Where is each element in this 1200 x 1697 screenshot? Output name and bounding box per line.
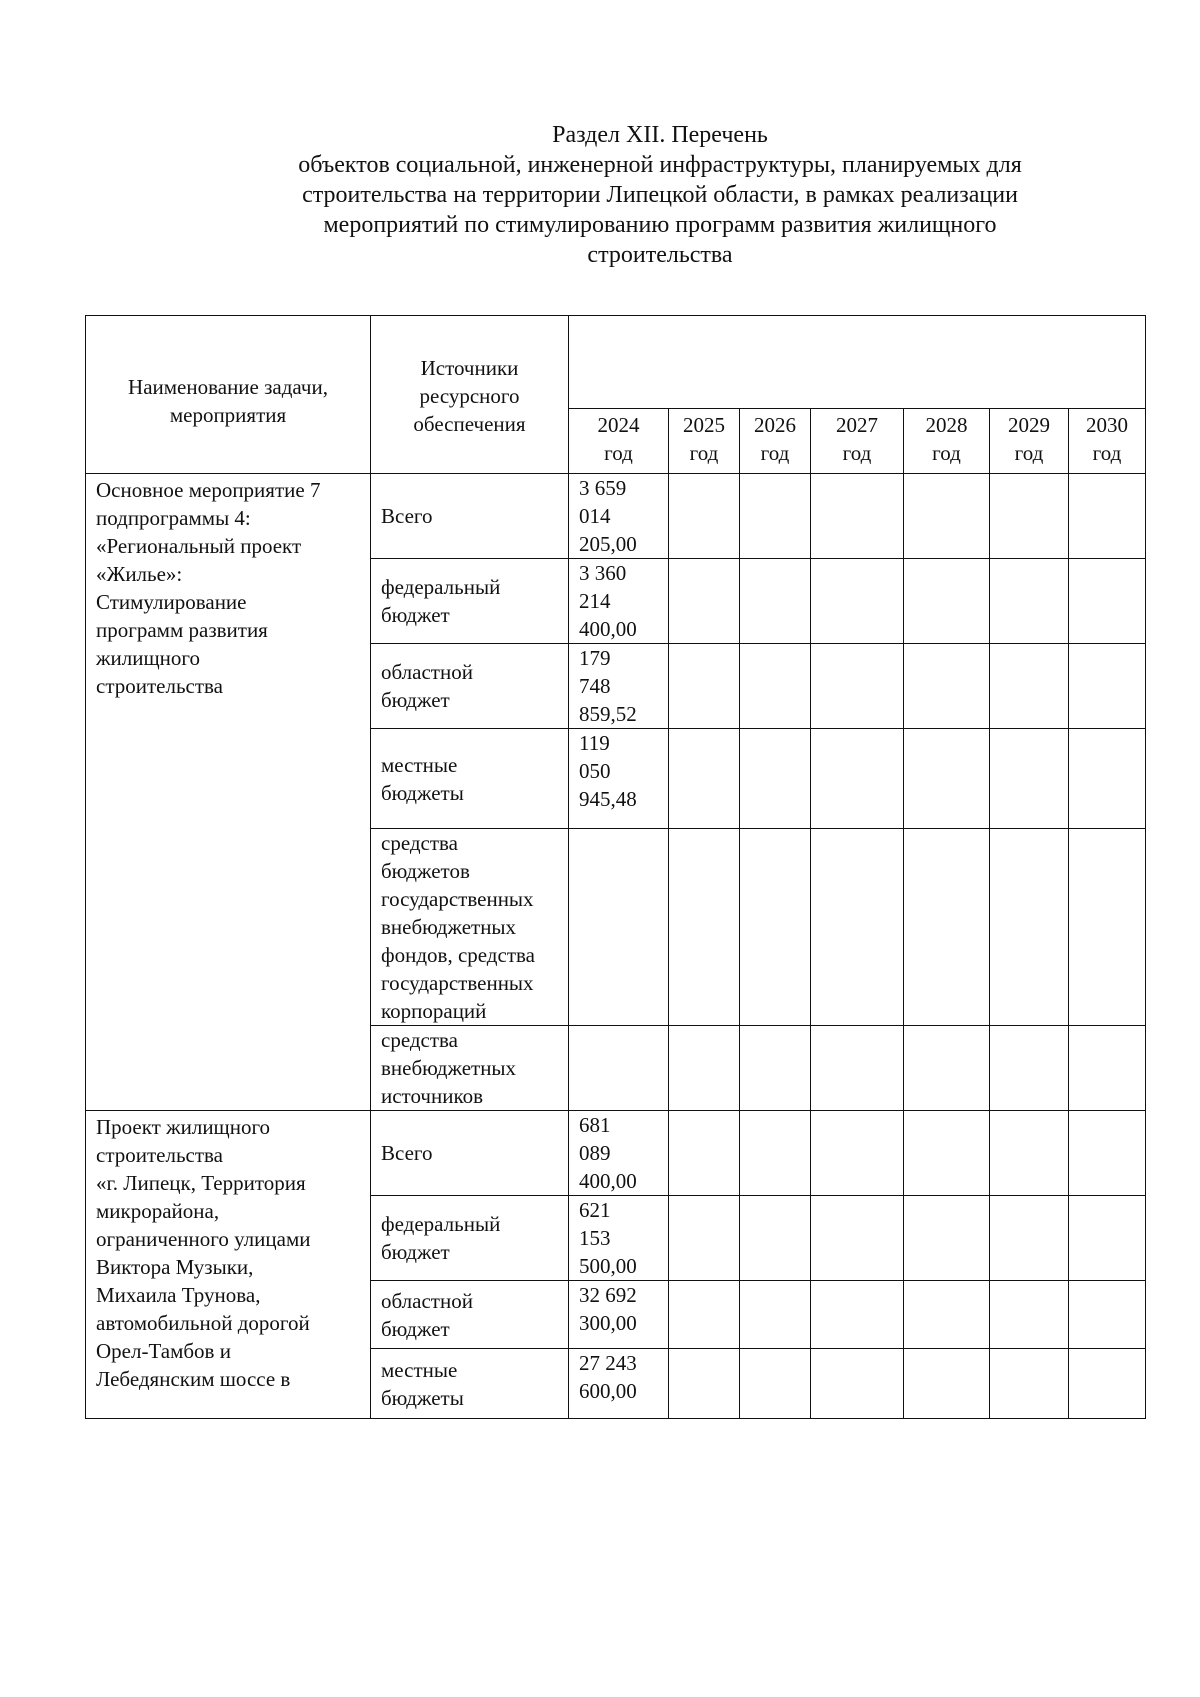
- value-line: 3 659: [579, 476, 627, 500]
- title-line: мероприятий по стимулированию программ развития жилищного: [323, 212, 997, 238]
- year-header-cell: [990, 409, 1069, 474]
- empty-value-cell: [1069, 1111, 1146, 1196]
- year-number: 2030: [1086, 413, 1128, 437]
- year-header-cell: [740, 409, 811, 474]
- source-cell: [371, 1281, 569, 1349]
- source-cell: [371, 1026, 569, 1111]
- empty-value-cell: [811, 829, 904, 1026]
- source-line: бюджет: [381, 1316, 450, 1341]
- empty-value-cell: [990, 474, 1069, 559]
- value-line: 205,00: [579, 532, 637, 556]
- empty-value-cell: [904, 474, 990, 559]
- year-number: 2026: [754, 413, 796, 437]
- value-line: 050: [579, 759, 611, 783]
- empty-value-cell: [740, 829, 811, 1026]
- header-source-cell: [371, 316, 569, 474]
- task-name-line: Стимулирование: [96, 590, 247, 614]
- value-line: 153: [579, 1226, 611, 1250]
- value-line: 400,00: [579, 617, 637, 641]
- empty-value-cell: [1069, 474, 1146, 559]
- empty-value-cell: [669, 1349, 740, 1419]
- empty-value-cell: [904, 1111, 990, 1196]
- empty-value-cell: [904, 1281, 990, 1349]
- empty-value-cell: [740, 1026, 811, 1111]
- source-line: корпораций: [381, 999, 487, 1023]
- empty-value-cell: [811, 1026, 904, 1111]
- empty-value-cell: [904, 1026, 990, 1111]
- value-line: 179: [579, 646, 611, 670]
- year-unit: год: [932, 441, 961, 465]
- source-line: бюджеты: [381, 1385, 464, 1410]
- task-name-line: Орел-Тамбов и: [96, 1339, 231, 1363]
- empty-value-cell: [904, 1196, 990, 1281]
- source-cell: [371, 1349, 569, 1419]
- empty-value-cell: [1069, 1281, 1146, 1349]
- empty-value-cell: [1069, 559, 1146, 644]
- empty-value-cell: [1069, 1026, 1146, 1111]
- empty-value-cell: [990, 559, 1069, 644]
- empty-value-cell: [740, 1281, 811, 1349]
- value-line: 014: [579, 504, 611, 528]
- source-line: бюджет: [381, 1240, 450, 1264]
- empty-value-cell: [811, 1349, 904, 1419]
- source-line: фондов, средства: [381, 943, 535, 967]
- year-number: 2024: [597, 413, 640, 437]
- task-name-line: подпрограммы 4:: [96, 506, 251, 530]
- year-header-cell: [811, 409, 904, 474]
- value-line: 089: [579, 1141, 611, 1165]
- empty-value-cell: [740, 729, 811, 829]
- source-line: бюджеты: [381, 780, 464, 805]
- source-cell: [371, 829, 569, 1026]
- task-name-line: автомобильной дорогой: [96, 1311, 310, 1335]
- year-header-cell: [904, 409, 990, 474]
- empty-value-cell: [669, 1281, 740, 1349]
- empty-value-cell: [740, 474, 811, 559]
- source-line: областной: [381, 660, 473, 684]
- source-line: областной: [381, 1288, 473, 1313]
- task-name-line: Основное мероприятие 7: [96, 478, 321, 502]
- title-line: Раздел XII. Перечень: [552, 122, 768, 148]
- year-header-cell: [669, 409, 740, 474]
- value-line: 748: [579, 674, 611, 698]
- empty-value-cell: [669, 1111, 740, 1196]
- year-unit: год: [689, 441, 719, 465]
- year-number: 2029: [1008, 413, 1050, 437]
- empty-value-cell: [669, 829, 740, 1026]
- value-line: 300,00: [579, 1311, 637, 1335]
- empty-value-cell: [669, 1026, 740, 1111]
- empty-value-cell: [740, 1111, 811, 1196]
- value-2024-cell: [569, 1349, 669, 1419]
- title-line: строительства на территории Липецкой области, в рамках реализации: [302, 182, 1018, 208]
- empty-value-cell: [669, 644, 740, 729]
- year-header-cell: [1069, 409, 1146, 474]
- year-unit: год: [760, 441, 790, 465]
- value-line: 859,52: [579, 702, 637, 726]
- empty-value-cell: [990, 644, 1069, 729]
- empty-value-cell: [990, 1111, 1069, 1196]
- task-name-line: микрорайона,: [96, 1199, 220, 1223]
- header-years-group: [569, 316, 1146, 409]
- empty-value-cell: [904, 1349, 990, 1419]
- source-line: Всего: [381, 1141, 433, 1165]
- year-number: 2025: [683, 413, 725, 437]
- empty-value-cell: [740, 1196, 811, 1281]
- source-line: местные: [381, 752, 458, 777]
- task-name-line: программ развития: [96, 618, 268, 642]
- title-line: объектов социальной, инженерной инфраструктуры, планируемых для: [298, 152, 1022, 178]
- source-line: бюджетов: [381, 859, 470, 883]
- year-unit: год: [842, 441, 872, 465]
- empty-value-cell: [904, 559, 990, 644]
- empty-value-cell: [811, 1281, 904, 1349]
- value-line: 400,00: [579, 1169, 637, 1193]
- empty-value-cell: [990, 1349, 1069, 1419]
- year-header-cell: [569, 409, 669, 474]
- empty-value-cell: [990, 1026, 1069, 1111]
- source-cell: [371, 474, 569, 559]
- empty-value-cell: [990, 729, 1069, 829]
- value-line: 500,00: [579, 1254, 637, 1278]
- value-2024-cell: [569, 1281, 669, 1349]
- source-cell: [371, 1196, 569, 1281]
- task-name-line: «г. Липецк, Территория: [96, 1171, 306, 1195]
- value-line: 119: [579, 731, 610, 755]
- empty-value-cell: [990, 1196, 1069, 1281]
- value-2024-cell: [569, 1111, 669, 1196]
- source-line: внебюджетных: [381, 915, 517, 939]
- funding-table: [85, 315, 1146, 1419]
- task-name-cell: [86, 1111, 371, 1419]
- empty-value-cell: [811, 1111, 904, 1196]
- empty-value-cell: [669, 1196, 740, 1281]
- source-cell: [371, 1111, 569, 1196]
- empty-value-cell: [1069, 829, 1146, 1026]
- empty-value-cell: [811, 644, 904, 729]
- empty-value-cell: [1069, 1349, 1146, 1419]
- empty-value-cell: [669, 729, 740, 829]
- empty-value-cell: [669, 559, 740, 644]
- value-line: 681: [579, 1113, 611, 1137]
- task-name-cell: [86, 474, 371, 1111]
- table-row: [86, 474, 1146, 559]
- source-cell: [371, 644, 569, 729]
- source-cell: [371, 559, 569, 644]
- source-line: Всего: [381, 504, 433, 528]
- year-number: 2027: [836, 413, 878, 437]
- value-2024-cell: [569, 559, 669, 644]
- source-line: федеральный: [381, 1212, 501, 1236]
- value-2024-cell: [569, 729, 669, 829]
- task-name-line: жилищного: [96, 646, 200, 670]
- value-2024-cell: [569, 644, 669, 729]
- task-name-line: строительства: [96, 1143, 224, 1167]
- value-2024-cell: [569, 1026, 669, 1111]
- source-line: внебюджетных: [381, 1056, 517, 1080]
- task-name-line: ограниченного улицами: [96, 1227, 311, 1251]
- value-line: 214: [579, 589, 611, 613]
- source-line: бюджет: [381, 688, 450, 712]
- value-2024-cell: [569, 1196, 669, 1281]
- value-line: 27 243: [579, 1351, 637, 1375]
- value-2024-cell: [569, 829, 669, 1026]
- empty-value-cell: [904, 729, 990, 829]
- year-unit: год: [1014, 441, 1044, 465]
- table-row: [86, 1111, 1146, 1196]
- task-name-line: Проект жилищного: [96, 1115, 271, 1139]
- value-line: 32 692: [579, 1283, 637, 1307]
- year-number: 2028: [925, 413, 968, 437]
- empty-value-cell: [669, 474, 740, 559]
- year-unit: год: [1092, 441, 1122, 465]
- empty-value-cell: [990, 829, 1069, 1026]
- task-name-line: Михаила Трунова,: [96, 1283, 261, 1307]
- empty-value-cell: [740, 559, 811, 644]
- task-name-line: строительства: [96, 674, 224, 698]
- empty-value-cell: [1069, 644, 1146, 729]
- source-line: бюджет: [381, 603, 450, 627]
- source-line: федеральный: [381, 575, 501, 599]
- source-line: средства: [381, 1028, 459, 1052]
- empty-value-cell: [740, 644, 811, 729]
- value-line: 3 360: [579, 561, 627, 585]
- task-name-line: «Жилье»:: [96, 562, 183, 586]
- year-unit: год: [604, 441, 633, 465]
- source-line: источников: [381, 1084, 484, 1108]
- empty-value-cell: [904, 829, 990, 1026]
- empty-value-cell: [1069, 729, 1146, 829]
- empty-value-cell: [811, 729, 904, 829]
- source-line: государственных: [381, 971, 534, 995]
- title-line: строительства: [587, 242, 733, 268]
- empty-value-cell: [811, 559, 904, 644]
- source-line: государственных: [381, 887, 534, 911]
- document-title: [220, 120, 1100, 270]
- task-name-line: «Региональный проект: [96, 534, 302, 558]
- empty-value-cell: [904, 644, 990, 729]
- empty-value-cell: [1069, 1196, 1146, 1281]
- task-name-line: Лебедянским шоссе в: [96, 1367, 291, 1391]
- source-line: местные: [381, 1357, 458, 1382]
- task-name-line: Виктора Музыки,: [96, 1255, 254, 1279]
- header-name-cell: [86, 316, 371, 474]
- empty-value-cell: [740, 1349, 811, 1419]
- header-source-label: Источники ресурсного обеспечения: [413, 356, 526, 436]
- value-line: 621: [579, 1198, 611, 1222]
- value-line: 945,48: [579, 787, 637, 811]
- source-line: средства: [381, 831, 459, 855]
- value-line: 600,00: [579, 1379, 637, 1403]
- header-name-label: Наименование задачи, мероприятия: [128, 374, 328, 427]
- empty-value-cell: [990, 1281, 1069, 1349]
- empty-value-cell: [811, 474, 904, 559]
- source-cell: [371, 729, 569, 829]
- value-2024-cell: [569, 474, 669, 559]
- empty-value-cell: [811, 1196, 904, 1281]
